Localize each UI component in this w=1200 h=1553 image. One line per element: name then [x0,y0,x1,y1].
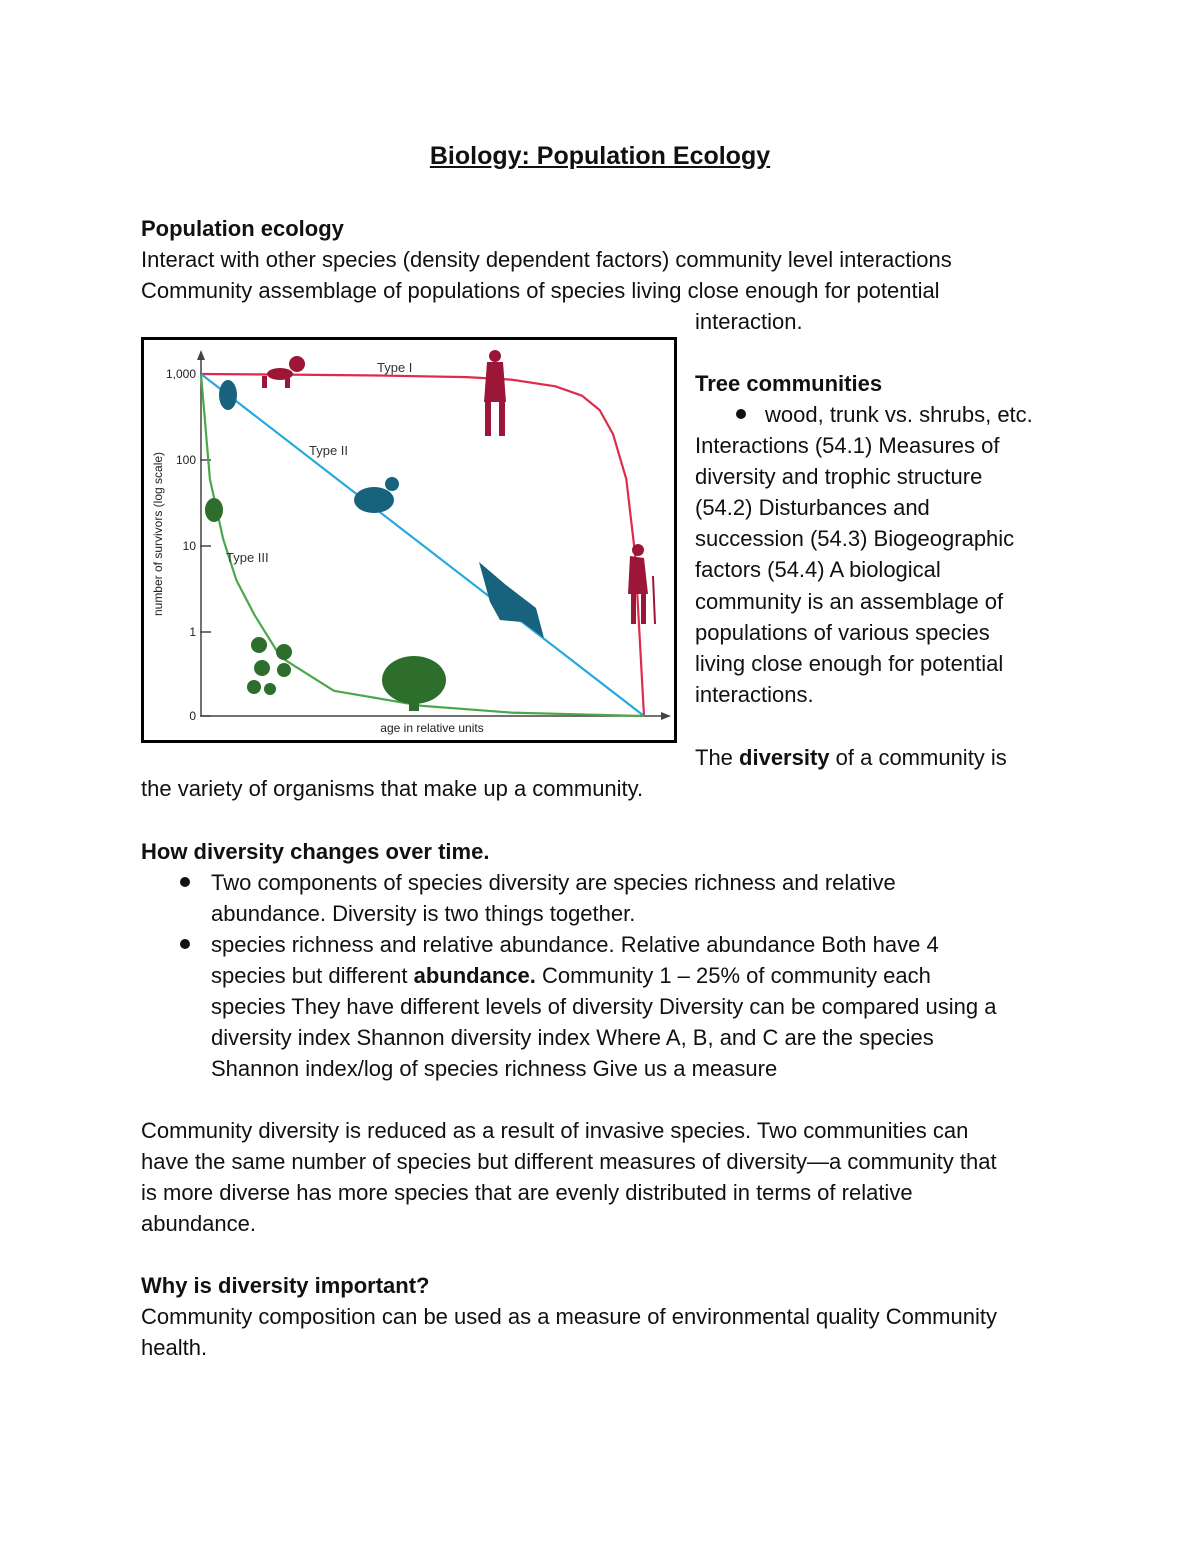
text-line: the variety of organisms that make up a community. [141,776,644,801]
y-tick-label: 1,000 [165,367,196,381]
y-tick-label: 1 [189,625,196,639]
text-line: diversity and trophic structure [695,464,983,489]
text-line: Community assemblage of populations of species living close enough for potential [141,278,940,303]
small-animal-illustration [219,380,237,410]
tree-communities-heading: Tree communities [695,371,883,396]
text-line: Community composition can be used as a measure of environmental quality Community [141,1304,997,1329]
text-line: Interact with other species (density dependent factors) community level interactions [141,247,952,272]
text-line: health. [141,1335,208,1360]
text-line: abundance. Diversity is two things together. [211,901,636,926]
text-line: interactions. [695,682,814,707]
text-line: factors (54.4) A biological [695,557,941,582]
text-line: have the same number of species but different measures of diversity—a community that [141,1149,997,1174]
text-line: diversity index Shannon diversity index Where A, B, and C are the species [211,1025,934,1050]
flying-bird-illustration [479,562,544,638]
text-line [211,960,931,991]
y-axis-arrow [197,350,205,360]
diversity-term: diversity [739,745,830,770]
type-2-label: Type II [309,443,349,458]
text-line: Two components of species diversity are species richness and relative [211,870,896,895]
type-3-label: Type III [226,550,269,565]
tree-illustration [382,656,446,711]
x-axis-arrow [661,712,671,720]
text-line: Interactions (54.1) Measures of [695,433,1000,458]
seed-pod-illustration [205,498,223,522]
text-line: succession (54.3) Biogeographic [695,526,1015,551]
text-line: living close enough for potential [695,651,1004,676]
text-run: Community 1 – 25% of community each [535,963,931,988]
seedling-illustration [247,637,292,695]
text-line: abundance. [141,1211,256,1236]
why-diversity-heading: Why is diversity important? [141,1273,430,1298]
diversity-definition [695,742,1007,773]
y-axis-label: number of survivors (log scale) [151,451,165,617]
population-ecology-heading: Population ecology [141,216,344,241]
y-tick-label: 100 [175,453,196,467]
bullet-icon [736,409,746,419]
abundance-term: abundance. [413,963,536,988]
y-tick-label: 10 [182,539,196,553]
survivorship-chart [141,337,677,743]
text-line: Community diversity is reduced as a result of invasive species. Two communities can [141,1118,969,1143]
bird-illustration [354,477,399,513]
text-line: interaction. [695,309,803,334]
crawling-baby-illustration [262,356,305,388]
page-title: Biology: Population Ecology [429,142,771,170]
elderly-person-illustration [628,544,655,624]
text-line: (54.2) Disturbances and [695,495,930,520]
text-run: The [695,745,740,770]
bullet-icon [180,939,190,949]
text-line: community is an assemblage of [695,589,1004,614]
type-1-label: Type I [377,360,413,375]
y-tick-label: 0 [189,709,196,723]
text-line: species They have different levels of diversity Diversity can be compared using a [211,994,997,1019]
x-axis-label: age in relative units [380,721,484,735]
text-run: of a community is [829,745,1007,770]
how-diversity-heading: How diversity changes over time. [141,839,490,864]
text-line: Shannon index/log of species richness Give us a measure [211,1056,778,1081]
text-line: is more diverse has more species that are evenly distributed in terms of relative [141,1180,913,1205]
text-line: populations of various species [695,620,990,645]
bullet-icon [180,877,190,887]
text-run: species but different [211,963,414,988]
text-line: species richness and relative abundance. Relative abundance Both have 4 [211,932,939,957]
woman-illustration [484,350,506,436]
bullet-text: wood, trunk vs. shrubs, etc. [765,402,1033,427]
survivorship-chart-svg [144,340,674,740]
